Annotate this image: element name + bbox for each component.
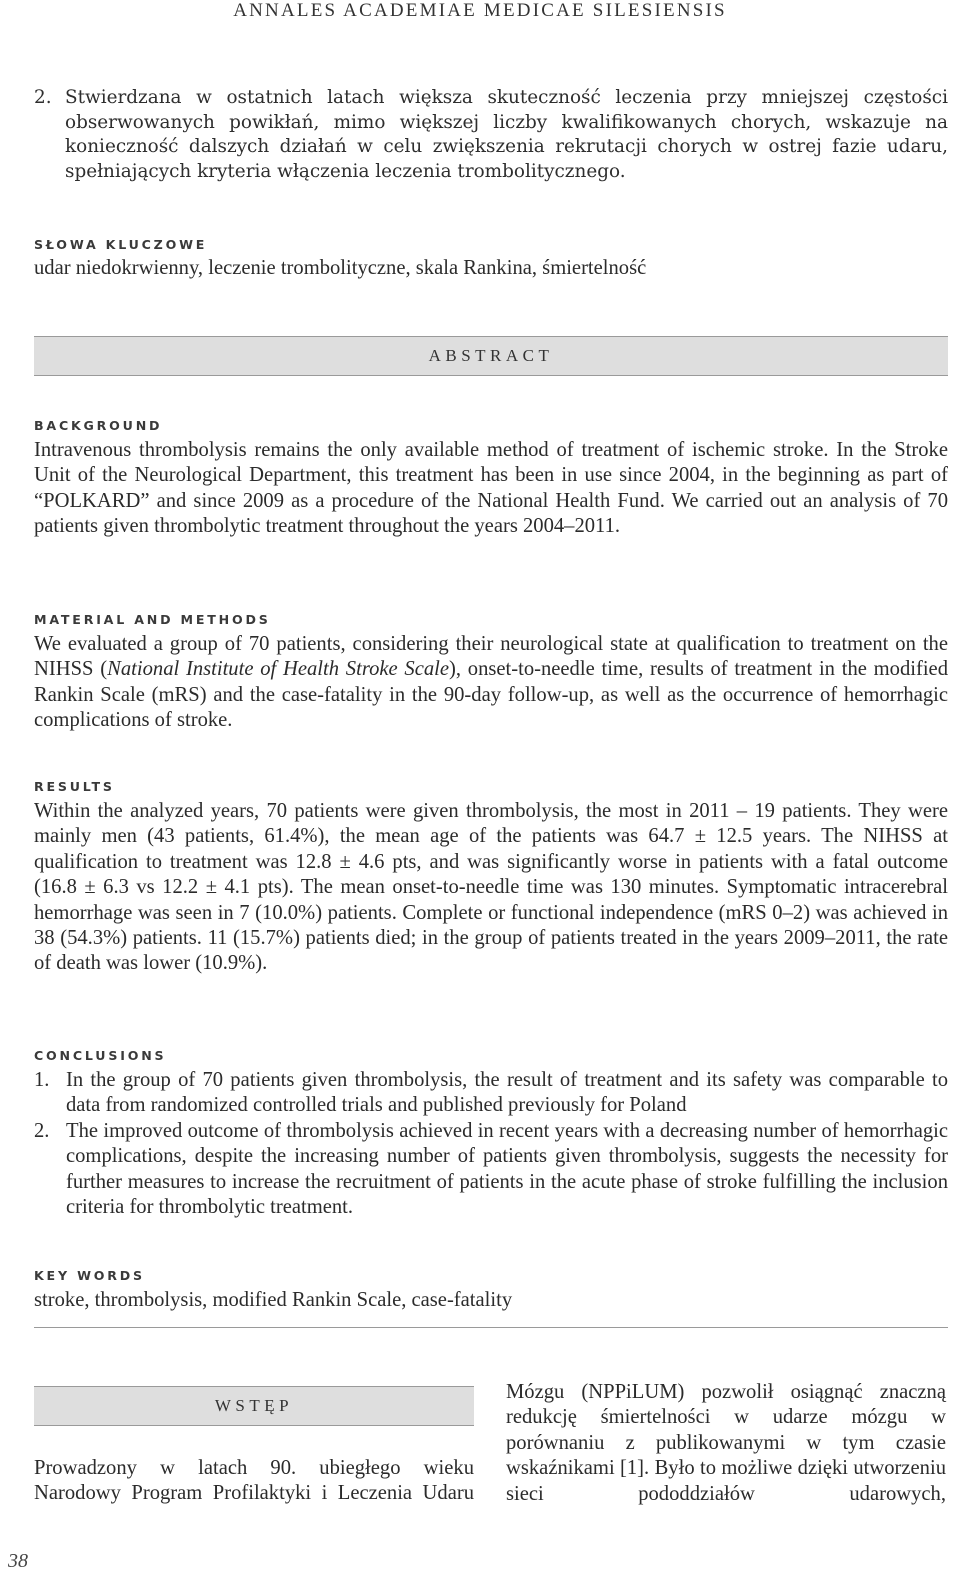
abstract-band-label: ABSTRACT [428, 346, 554, 365]
list-item-text: Stwierdzana w ostatnich latach większa skuteczność leczenia przy mniejszej częstości obserwowanych powikłań, mimo większej liczby kwalifikowanych chorych, wskazuje na konieczność dalszych działań w celu zwiększenia rekrutacji chorych w ostrej fazie udaru, spełniających kryteria włączenia leczenia trombolitycznego. [65, 87, 948, 182]
methods-heading: MATERIAL AND METHODS [34, 612, 271, 627]
page-number: 38 [8, 1550, 28, 1572]
slowa-kluczowe-heading: SŁOWA KLUCZOWE [34, 237, 208, 252]
methods-text-italic: National Institute of Health Stroke Scale [107, 658, 450, 681]
conclusion-text: In the group of 70 patients given thrombolysis, the result of treatment and its safety was comparable to data from randomized controlled trials and published previously for Poland [66, 1069, 948, 1117]
wstep-band [34, 1386, 474, 1426]
wstep-right-column: Mózgu (NPPiLUM) pozwolił osiągnąć znaczną redukcję śmiertelności w udarze mózgu w porównaniu z publikowanymi w tym czasie wskaźnikami [1]. Było to możliwe dzięki utworzeniu sieci pododdziałów udarowych, [506, 1381, 946, 1505]
wstep-band-label: WSTĘP [214, 1396, 294, 1415]
key-words-heading: KEY WORDS [34, 1268, 145, 1283]
conclusions-heading: CONCLUSIONS [34, 1048, 167, 1063]
conclusions-list [34, 1068, 948, 1220]
wstep-left-column: Prowadzony w latach 90. ubiegłego wieku Narodowy Program Profilaktyki i Leczenia Udaru [34, 1457, 474, 1505]
background-heading: BACKGROUND [34, 418, 163, 433]
results-heading: RESULTS [34, 779, 115, 794]
abstract-band [34, 336, 948, 376]
conclusion-item [34, 1068, 948, 1119]
journal-title: ANNALES ACADEMIAE MEDICAE SILESIENSIS [233, 0, 727, 21]
conclusion-number: 2. [34, 1119, 50, 1142]
conclusion-number: 1. [34, 1069, 50, 1091]
methods-text [34, 632, 948, 734]
section-divider [34, 1327, 948, 1328]
polish-abstract-point-2 [34, 86, 948, 184]
background-text: Intravenous thrombolysis remains the only available method of treatment of ischemic stroke. In the Stroke Unit of the Neurological Department, this treatment has been in use since 2004, in the beginning as part of “POLKARD” and since 2009 as a procedure of the National Health Fund. We carried out an analysis of 70 patients given thrombolytic treatment throughout the years 2004–2011. [34, 439, 948, 538]
methods-text-part-2: ), onset-to-needle time, results of treatment in the modified Rankin Scale (mRS) and the case-fatality in the 90-day follow-up, as well as the occurrence of hemorrhagic complications of stroke. [34, 658, 948, 732]
results-text: Within the analyzed years, 70 patients were given thrombolysis, the most in 2011 – 19 patients. They were mainly men (43 patients, 61.4%), the mean age of the patients was 64.7 ± 12.5 years. The NIHSS at qualification to treatment was 12.8 ± 4.6 pts, and was significantly worse in patients with a fatal outcome (16.8 ± 6.3 vs 12.2 ± 4.1 pts). The mean onset-to-needle time was 130 minutes. Symptomatic intracerebral hemorrhage was seen in 7 (10.0%) patients. Complete or functional independence (mRS 0–2) was achieved in 38 (54.3%) patients. 11 (15.7%) patients died; in the group of patients treated in the years 2009–2011, the rate of death was lower (10.9%). [34, 800, 948, 975]
conclusion-text: The improved outcome of thrombolysis achieved in recent years with a decreasing number of hemorrhagic complications, despite the increasing number of patients given thrombolysis, suggests the necessity for further measures to increase the recruitment of patients in the acute phase of stroke fulfilling the inclusion criteria for thrombolytic treatment. [66, 1119, 948, 1219]
conclusion-item [34, 1119, 948, 1221]
methods-text-part-1: We evaluated a group of 70 patients, considering their neurological state at qualification to treatment on the NIHSS ( [34, 633, 948, 681]
key-words-text: stroke, thrombolysis, modified Rankin Scale, case-fatality [34, 1289, 513, 1311]
list-number: 2. [34, 87, 52, 108]
slowa-kluczowe-text: udar niedokrwienny, leczenie trombolityczne, skala Rankina, śmiertelność [34, 257, 647, 279]
